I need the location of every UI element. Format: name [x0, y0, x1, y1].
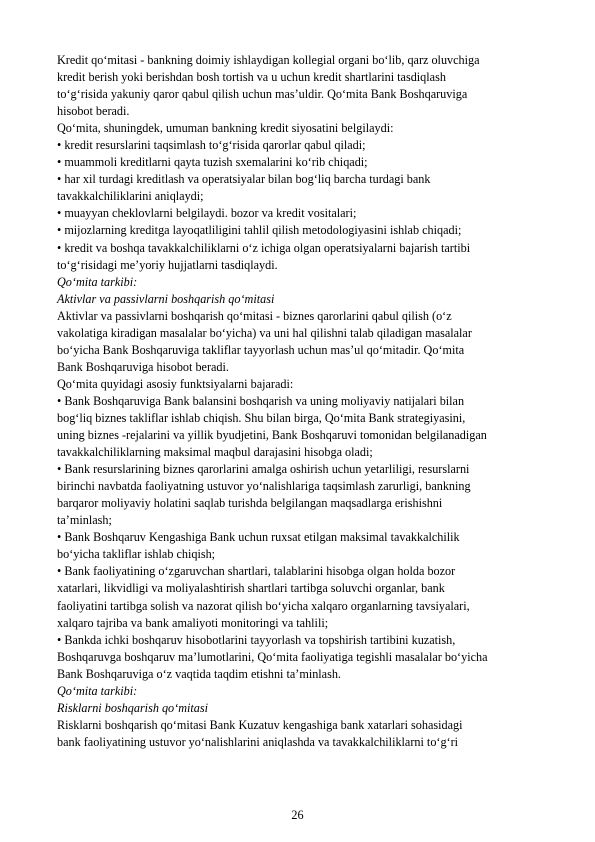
text-line: Qo‘mita, shuningdek, umuman bankning kredit siyosatini belgilaydi: [57, 121, 394, 136]
text-line: ta’minlash; [57, 513, 112, 528]
document-body [57, 52, 557, 751]
text-line: Kredit qo‘mitasi - bankning doimiy ishlaydigan kollegial organi bo‘lib, qarz oluvchiga [57, 53, 480, 67]
text-line: • Bankda ichki boshqaruv hisobotlarini tayyorlash va topshirish tartibini kuzatish, [57, 632, 456, 647]
text-line: to‘g‘risidagi me’yoriy hujjatlarni tasdiqlaydi. [57, 257, 278, 272]
text-line: • har xil turdagi kreditlash va operatsiyalar bilan bog‘liq barcha turdagi bank [57, 172, 431, 187]
text-line: • mijozlarning kreditga layoqatliligini tahlil qilish metodologiyasini ishlab chiqadi; [57, 223, 462, 238]
page-number: 26 [291, 808, 304, 822]
section-heading: Qo‘mita tarkibi: [57, 274, 138, 289]
text-line: birinchi navbatda faoliyatning ustuvor yo‘nalishlariga taqsimlash zarurligi, bankning [57, 479, 471, 494]
text-line: Bank Boshqaruviga o‘z vaqtida taqdim etishni ta’minlash. [57, 666, 341, 681]
text-line: bo‘yicha takliflar ishlab chiqish; [57, 547, 216, 562]
text-line: to‘g‘risida yakuniy qaror qabul qilish uchun mas’uldir. Qo‘mita Bank Boshqaruviga [57, 87, 468, 102]
text-line: Boshqaruvga boshqaruv ma’lumotlarini, Qo‘mita faoliyatiga tegishli masalalar bo‘yicha [57, 649, 488, 664]
text-line: bog‘liq biznes takliflar ishlab chiqish. Shu bilan birga, Qo‘mita Bank strategiyasini, [57, 410, 466, 425]
text-line: • Bank faoliyatining o‘zgaruvchan shartlari, talablarini hisobga olgan holda bozor [57, 564, 456, 579]
text-line: hisobot beradi. [57, 104, 130, 119]
text-line: • muammoli kreditlarni qayta tuzish sxemalarini ko‘rib chiqadi; [57, 155, 368, 170]
text-line: xatarlari, likvidligi va moliyalashtirish shartlari tartibga soluvchi organlar, bank [57, 581, 445, 596]
text-line: • kredit resurslarini taqsimlash to‘g‘risida qarorlar qabul qiladi; [57, 138, 366, 153]
text-line: bank faoliyatining ustuvor yo‘nalishlarini aniqlashda va tavakkalchiliklarni to‘g‘ri [57, 734, 459, 749]
text-line: vakolatiga kiradigan masalalar bo‘yicha) va uni hal qilishni talab qiladigan masalalar [57, 325, 472, 340]
text-line: Qo‘mita quyidagi asosiy funktsiyalarni bajaradi: [57, 376, 294, 391]
text-line: • Bank Boshqaruviga Bank balansini boshqarish va uning moliyaviy natijalari bilan [57, 393, 465, 408]
text-line: bo‘yicha Bank Boshqaruviga takliflar tayyorlash uchun mas’ul qo‘mitadir. Qo‘mita [57, 342, 465, 357]
text-line: faoliyatini tartibga solish va nazorat qilish bo‘yicha xalqaro organlarning tavsiyalari, [57, 598, 470, 613]
section-heading: Qo‘mita tarkibi: [57, 683, 138, 698]
text-line: Risklarni boshqarish qo‘mitasi Bank Kuzatuv kengashiga bank xatarlari sohasidagi [57, 717, 463, 732]
text-line: • Bank resurslarining biznes qarorlarini amalga oshirish uchun yetarliligi, resurslarni [57, 462, 470, 477]
text-line: barqaror moliyaviy holatini saqlab turishda belgilangan maqsadlarga erishishni [57, 496, 443, 511]
section-heading: Risklarni boshqarish qo‘mitasi [57, 700, 208, 715]
text-line: Aktivlar va passivlarni boshqarish qo‘mitasi - biznes qarorlarini qabul qilish (o‘z [57, 308, 452, 323]
text-line: tavakkalchiliklarini aniqlaydi; [57, 189, 204, 204]
text-line: • muayyan cheklovlarni belgilaydi. bozor va kredit vositalari; [57, 206, 357, 221]
text-line: Bank Boshqaruviga hisobot beradi. [57, 359, 229, 374]
text-line: • kredit va boshqa tavakkalchiliklarni o‘z ichiga olgan operatsiyalarni bajarish tartibi [57, 240, 471, 255]
text-line: • Bank Boshqaruv Kengashiga Bank uchun ruxsat etilgan maksimal tavakkalchilik [57, 530, 460, 545]
text-line: uning biznes -rejalarini va yillik byudjetini, Bank Boshqaruvi tomonidan belgilanadigan [57, 428, 487, 443]
section-heading: Aktivlar va passivlarni boshqarish qo‘mitasi [57, 291, 275, 306]
text-line: tavakkalchiliklarning maksimal maqbul darajasini hisobga oladi; [57, 445, 373, 460]
text-line: xalqaro tajriba va bank amaliyoti monitoringi va tahlili; [57, 615, 329, 630]
text-line: kredit berish yoki berishdan bosh tortish va u uchun kredit shartlarini tasdiqlash [57, 70, 446, 85]
